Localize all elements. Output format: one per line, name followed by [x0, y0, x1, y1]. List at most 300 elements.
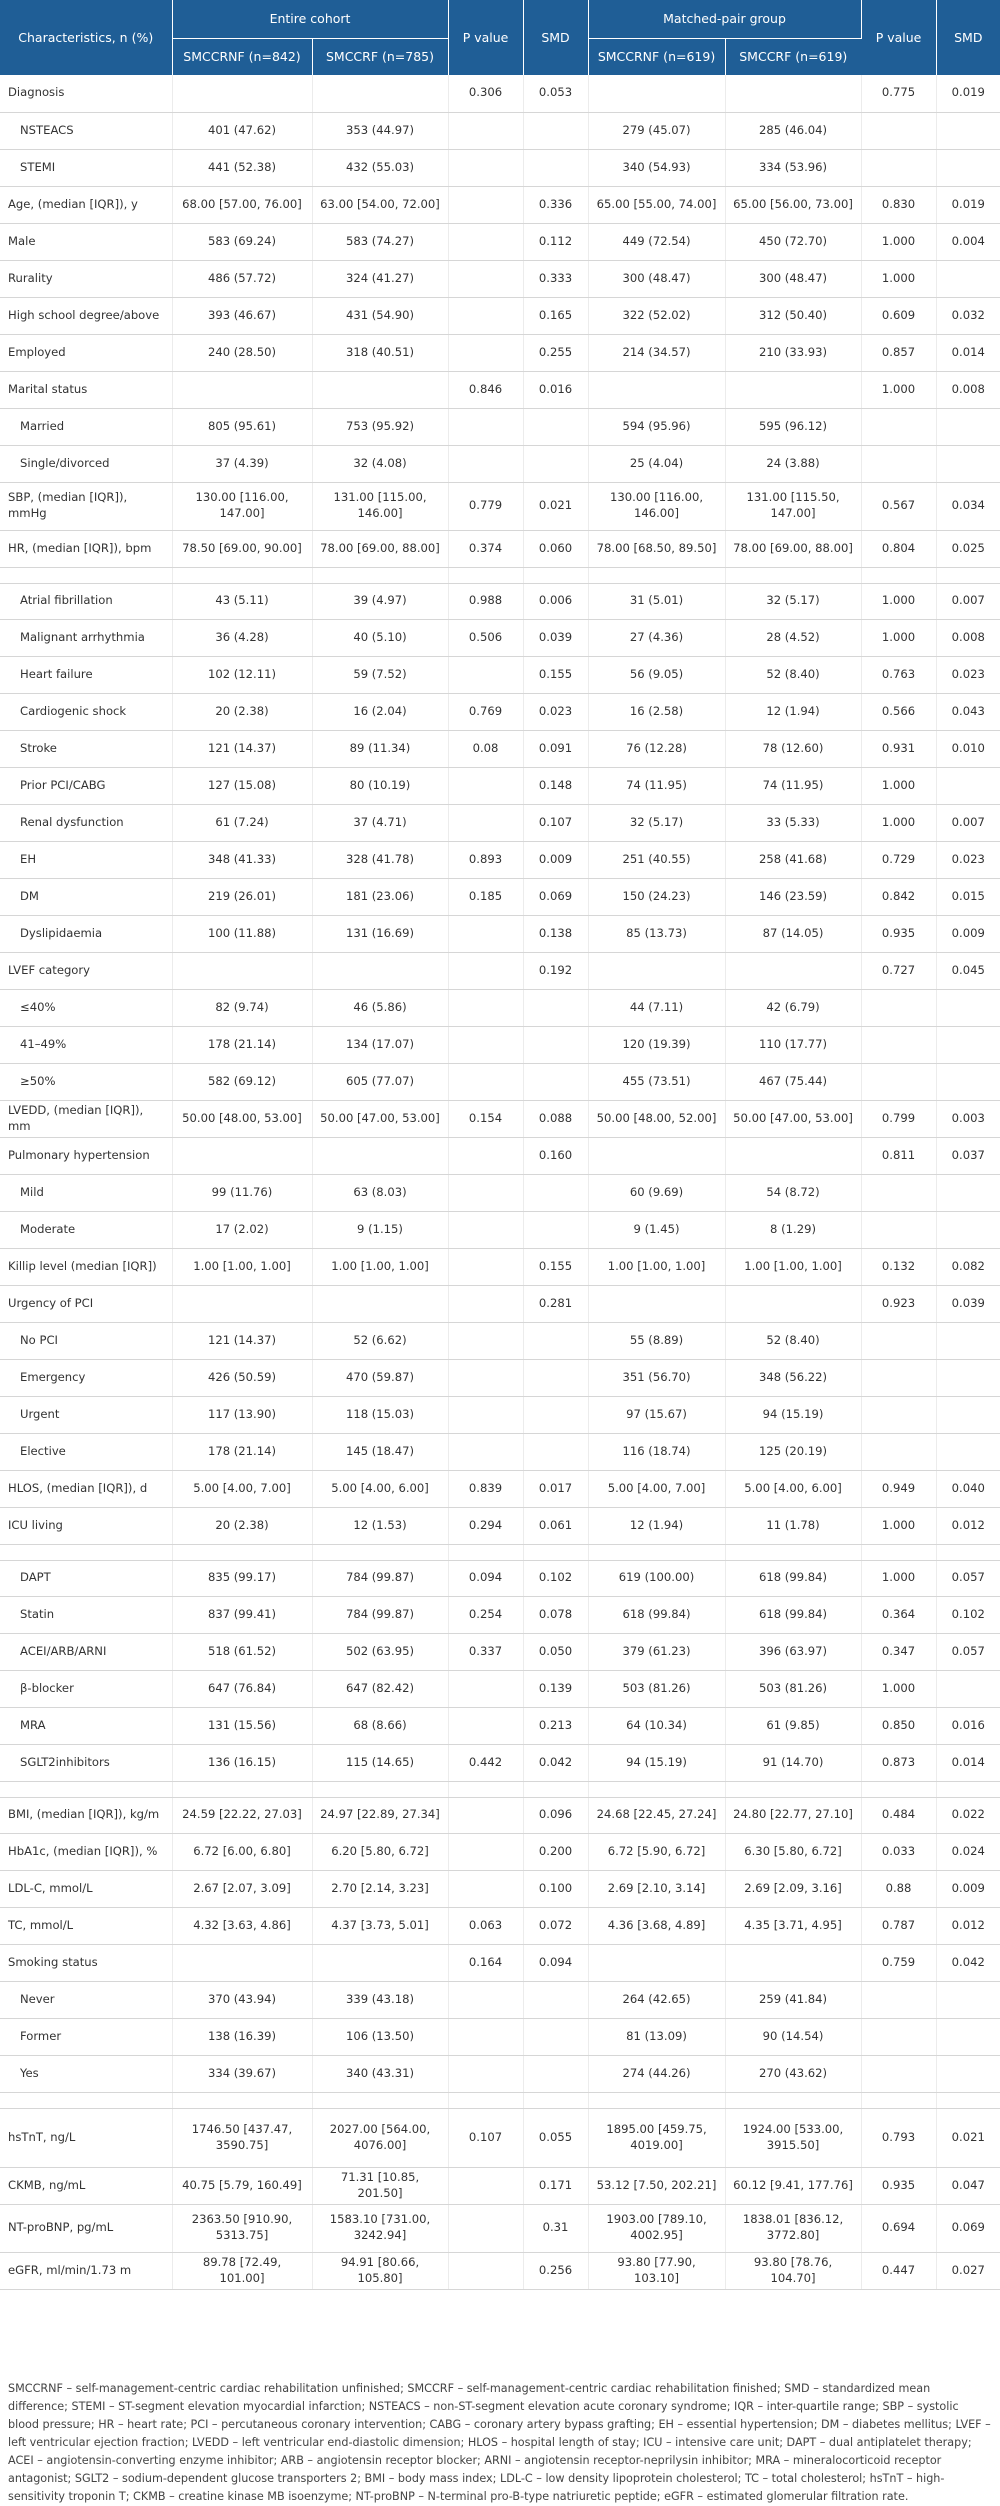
table-cell: 334 (39.67)	[172, 2055, 312, 2092]
row-label: Heart failure	[0, 656, 172, 693]
table-row	[0, 1744, 1000, 1781]
table-cell: 647 (82.42)	[312, 1670, 448, 1707]
table-cell: 1838.01 [836.12, 3772.80]	[725, 2204, 861, 2252]
row-label: Emergency	[0, 1359, 172, 1396]
spacer-cell	[936, 1544, 1000, 1560]
table-cell	[448, 1211, 523, 1248]
table-cell: 20 (2.38)	[172, 1507, 312, 1544]
table-cell: 0.31	[523, 2204, 588, 2252]
table-cell: 1583.10 [731.00, 3242.94]	[312, 2204, 448, 2252]
table-cell: 59 (7.52)	[312, 656, 448, 693]
table-cell: 89 (11.34)	[312, 730, 448, 767]
table-cell	[725, 371, 861, 408]
row-label: STEMI	[0, 149, 172, 186]
table-cell: 595 (96.12)	[725, 408, 861, 445]
table-body	[0, 75, 1000, 2289]
table-cell: 1.000	[861, 804, 936, 841]
table-cell: 9 (1.15)	[312, 1211, 448, 1248]
table-cell: 312 (50.40)	[725, 297, 861, 334]
table-cell: 0.873	[861, 1744, 936, 1781]
row-label: HbA1c, (median [IQR]), %	[0, 1833, 172, 1870]
table-row	[0, 2055, 1000, 2092]
table-cell	[936, 1322, 1000, 1359]
table-cell: 0.042	[936, 1944, 1000, 1981]
table-cell: 0.254	[448, 1596, 523, 1633]
row-label: Atrial fibrillation	[0, 583, 172, 619]
table-cell: 348 (41.33)	[172, 841, 312, 878]
table-cell: 467 (75.44)	[725, 1063, 861, 1100]
table-footnote: SMCCRNF – self-management-centric cardiac rehabilitation unfinished; SMCCRF – self-management-centric cardiac rehabilitation finished; SMD – standardized mean difference; STEMI – ST-segment elevation myocardial infarction; NSTEACS – non-ST-segment elevation acute coronary syndrome; IQR – inter-quartile range; SBP – systolic blood pressure; HR – heart rate; PCI – percutaneous coronary intervention; CABG – coronary artery bypass grafting; EH – essential hypertension; DM – diabetes mellitus; LVEF – left ventricular ejection fraction; LVEDD – left ventricular end-diastolic dimension; HLOS – hospital length of stay; ICU – intensive care unit; DAPT – dual antiplatelet therapy; ACEI – angiotensin-converting enzyme inhibitor; ARB – angiotensin receptor blocker; ARNI – angiotensin receptor-neprilysin inhibitor; MRA – mineralocorticoid receptor antagonist; SGLT2 – sodium-dependent glucose transporters 2; BMI – body mass index; LDL-C – low density lipoprotein cholesterol; TC – total cholesterol; hsTnT – high-sensitivity troponin T; CKMB – creatine kinase MB isoenzyme; NT-proBNP – N-terminal pro-B-type natriuretic peptide; eGFR – estimated glomerular filtration rate.	[8, 2382, 991, 2503]
table-cell: 270 (43.62)	[725, 2055, 861, 2092]
table-cell: 486 (57.72)	[172, 260, 312, 297]
table-cell	[312, 1944, 448, 1981]
spacer-cell	[861, 2092, 936, 2108]
table-cell: 503 (81.26)	[588, 1670, 725, 1707]
table-cell: 91 (14.70)	[725, 1744, 861, 1781]
table-cell	[936, 1670, 1000, 1707]
table-cell: 1.00 [1.00, 1.00]	[588, 1248, 725, 1285]
table-cell	[448, 989, 523, 1026]
table-cell: 50.00 [47.00, 53.00]	[312, 1100, 448, 1137]
table-spacer-row	[0, 1544, 1000, 1560]
table-cell: 258 (41.68)	[725, 841, 861, 878]
table-row	[0, 75, 1000, 112]
table-cell: 1.000	[861, 1560, 936, 1596]
table-cell: 0.009	[523, 841, 588, 878]
spacer-cell	[725, 1781, 861, 1797]
table-cell	[861, 1322, 936, 1359]
table-cell: 121 (14.37)	[172, 1322, 312, 1359]
table-cell: 36 (4.28)	[172, 619, 312, 656]
table-cell: 0.988	[448, 583, 523, 619]
row-label: High school degree/above	[0, 297, 172, 334]
table-cell	[312, 952, 448, 989]
table-cell: 370 (43.94)	[172, 1981, 312, 2018]
spacer-cell	[0, 2092, 172, 2108]
table-row	[0, 1870, 1000, 1907]
table-cell: 131.00 [115.50, 147.00]	[725, 482, 861, 530]
table-cell: 1746.50 [437.47, 3590.75]	[172, 2108, 312, 2167]
table-cell: 145 (18.47)	[312, 1433, 448, 1470]
table-cell: 0.039	[936, 1285, 1000, 1322]
table-cell: 264 (42.65)	[588, 1981, 725, 2018]
table-cell: 0.009	[936, 915, 1000, 952]
row-label: Urgent	[0, 1396, 172, 1433]
table-cell: 78.50 [69.00, 90.00]	[172, 530, 312, 567]
table-cell: 1.00 [1.00, 1.00]	[172, 1248, 312, 1285]
table-cell: 647 (76.84)	[172, 1670, 312, 1707]
table-cell: 1.00 [1.00, 1.00]	[312, 1248, 448, 1285]
row-label: DM	[0, 878, 172, 915]
table-cell	[172, 952, 312, 989]
table-cell: 16 (2.04)	[312, 693, 448, 730]
spacer-cell	[523, 567, 588, 583]
table-cell	[523, 445, 588, 482]
table-row	[0, 408, 1000, 445]
table-row	[0, 1596, 1000, 1633]
table-cell: 0.057	[936, 1560, 1000, 1596]
table-row	[0, 1944, 1000, 1981]
table-cell: 0.923	[861, 1285, 936, 1322]
table-cell: 11 (1.78)	[725, 1507, 861, 1544]
table-cell: 120 (19.39)	[588, 1026, 725, 1063]
table-cell: 0.023	[936, 841, 1000, 878]
spacer-cell	[172, 1544, 312, 1560]
table-row	[0, 2108, 1000, 2167]
table-cell: 0.506	[448, 619, 523, 656]
table-cell: 78.00 [69.00, 88.00]	[725, 530, 861, 567]
table-cell	[936, 767, 1000, 804]
table-cell: 0.935	[861, 2167, 936, 2204]
table-cell	[936, 1063, 1000, 1100]
table-cell: 259 (41.84)	[725, 1981, 861, 2018]
row-label: SGLT2inhibitors	[0, 1744, 172, 1781]
table-row	[0, 1063, 1000, 1100]
table-cell: 0.012	[936, 1907, 1000, 1944]
table-cell	[523, 149, 588, 186]
table-cell	[523, 1211, 588, 1248]
table-cell: 0.609	[861, 297, 936, 334]
table-cell: 0.171	[523, 2167, 588, 2204]
table-cell: 219 (26.01)	[172, 878, 312, 915]
table-cell: 0.100	[523, 1870, 588, 1907]
table-cell: 0.192	[523, 952, 588, 989]
table-cell	[861, 2018, 936, 2055]
table-cell: 470 (59.87)	[312, 1359, 448, 1396]
spacer-cell	[523, 2092, 588, 2108]
table-cell	[588, 952, 725, 989]
table-cell: 0.078	[523, 1596, 588, 1633]
table-cell: 1.000	[861, 1670, 936, 1707]
table-cell: 4.35 [3.71, 4.95]	[725, 1907, 861, 1944]
table-cell: 1.000	[861, 371, 936, 408]
table-cell: 0.763	[861, 656, 936, 693]
row-label: Rurality	[0, 260, 172, 297]
table-cell: 2363.50 [910.90, 5313.75]	[172, 2204, 312, 2252]
table-cell: 100 (11.88)	[172, 915, 312, 952]
table-cell: 353 (44.97)	[312, 112, 448, 149]
table-cell: 0.839	[448, 1470, 523, 1507]
spacer-cell	[172, 1781, 312, 1797]
spacer-cell	[312, 1781, 448, 1797]
table-row	[0, 1100, 1000, 1137]
table-row	[0, 804, 1000, 841]
header-smccrnf-entire: SMCCRNF (n=842)	[172, 39, 312, 76]
table-cell	[936, 989, 1000, 1026]
table-cell	[448, 1433, 523, 1470]
table-cell: 0.112	[523, 223, 588, 260]
table-cell: 4.36 [3.68, 4.89]	[588, 1907, 725, 1944]
table-row	[0, 1026, 1000, 1063]
table-cell: 24.68 [22.45, 27.24]	[588, 1797, 725, 1833]
header-p-value-matched: P value	[861, 0, 936, 75]
table-cell	[588, 371, 725, 408]
header-matched-pair: Matched-pair group	[588, 0, 861, 39]
table-cell: 351 (56.70)	[588, 1359, 725, 1396]
table-row	[0, 583, 1000, 619]
table-cell	[523, 408, 588, 445]
table-cell: 0.727	[861, 952, 936, 989]
table-cell: 0.055	[523, 2108, 588, 2167]
table-cell: 54 (8.72)	[725, 1174, 861, 1211]
table-cell: 89.78 [72.49, 101.00]	[172, 2252, 312, 2289]
table-cell	[936, 149, 1000, 186]
table-row	[0, 841, 1000, 878]
table-cell: 64 (10.34)	[588, 1707, 725, 1744]
table-cell: 0.007	[936, 583, 1000, 619]
table-cell: 50.00 [48.00, 52.00]	[588, 1100, 725, 1137]
table-cell	[448, 334, 523, 371]
row-label: MRA	[0, 1707, 172, 1744]
table-cell	[861, 1433, 936, 1470]
row-label: hsTnT, ng/L	[0, 2108, 172, 2167]
table-cell	[312, 371, 448, 408]
table-cell: 93.80 [77.90, 103.10]	[588, 2252, 725, 2289]
table-cell: 0.759	[861, 1944, 936, 1981]
table-cell: 71.31 [10.85, 201.50]	[312, 2167, 448, 2204]
table-cell: 115 (14.65)	[312, 1744, 448, 1781]
table-cell	[448, 112, 523, 149]
table-cell: 0.014	[936, 334, 1000, 371]
row-label: HR, (median [IQR]), bpm	[0, 530, 172, 567]
table-cell	[448, 1359, 523, 1396]
table-cell: 6.72 [5.90, 6.72]	[588, 1833, 725, 1870]
table-cell: 0.043	[936, 693, 1000, 730]
table-cell: 0.148	[523, 767, 588, 804]
table-cell: 251 (40.55)	[588, 841, 725, 878]
spacer-cell	[448, 567, 523, 583]
table-cell: 0.694	[861, 2204, 936, 2252]
table-cell: 80 (10.19)	[312, 767, 448, 804]
table-cell: 0.306	[448, 75, 523, 112]
table-row	[0, 1470, 1000, 1507]
table-cell: 618 (99.84)	[725, 1560, 861, 1596]
table-row	[0, 1137, 1000, 1174]
table-cell	[448, 1322, 523, 1359]
table-cell: 40.75 [5.79, 160.49]	[172, 2167, 312, 2204]
table-cell: 1903.00 [789.10, 4002.95]	[588, 2204, 725, 2252]
row-label: Prior PCI/CABG	[0, 767, 172, 804]
row-label: Diagnosis	[0, 75, 172, 112]
table-cell: 118 (15.03)	[312, 1396, 448, 1433]
row-label: Moderate	[0, 1211, 172, 1248]
table-cell	[312, 1137, 448, 1174]
table-cell: 52 (6.62)	[312, 1322, 448, 1359]
table-cell: 2.70 [2.14, 3.23]	[312, 1870, 448, 1907]
table-cell	[936, 1981, 1000, 2018]
table-cell: 0.061	[523, 1507, 588, 1544]
table-row	[0, 1507, 1000, 1544]
table-cell: 0.200	[523, 1833, 588, 1870]
row-label: NT-proBNP, pg/mL	[0, 2204, 172, 2252]
table-cell: 0.336	[523, 186, 588, 223]
table-cell	[448, 1248, 523, 1285]
table-cell: 0.006	[523, 583, 588, 619]
header-smccrf-matched: SMCCRF (n=619)	[725, 39, 861, 76]
table-cell: 60.12 [9.41, 177.76]	[725, 2167, 861, 2204]
table-cell: 0.023	[936, 656, 1000, 693]
table-cell	[448, 1707, 523, 1744]
table-cell	[448, 1174, 523, 1211]
table-cell: 28 (4.52)	[725, 619, 861, 656]
table-row	[0, 1981, 1000, 2018]
table-cell	[448, 1026, 523, 1063]
spacer-cell	[725, 567, 861, 583]
table-cell: 1.000	[861, 583, 936, 619]
table-cell: 805 (95.61)	[172, 408, 312, 445]
table-row	[0, 112, 1000, 149]
table-cell	[523, 989, 588, 1026]
table-cell: 127 (15.08)	[172, 767, 312, 804]
table-cell: 0.096	[523, 1797, 588, 1833]
spacer-cell	[0, 567, 172, 583]
table-cell	[936, 1211, 1000, 1248]
spacer-cell	[936, 1781, 1000, 1797]
table-cell: 65.00 [56.00, 73.00]	[725, 186, 861, 223]
spacer-cell	[725, 2092, 861, 2108]
table-cell: 318 (40.51)	[312, 334, 448, 371]
table-cell	[523, 1981, 588, 2018]
table-cell: 0.008	[936, 371, 1000, 408]
table-cell: 0.016	[523, 371, 588, 408]
table-cell: 61 (9.85)	[725, 1707, 861, 1744]
table-cell: 784 (99.87)	[312, 1560, 448, 1596]
row-label: β-blocker	[0, 1670, 172, 1707]
table-cell	[448, 186, 523, 223]
row-label: ICU living	[0, 1507, 172, 1544]
table-cell	[523, 1322, 588, 1359]
table-cell	[588, 1944, 725, 1981]
spacer-cell	[861, 567, 936, 583]
table-cell: 74 (11.95)	[725, 767, 861, 804]
table-cell	[312, 75, 448, 112]
row-label: 41–49%	[0, 1026, 172, 1063]
row-label: EH	[0, 841, 172, 878]
table-cell	[523, 1433, 588, 1470]
row-label: LVEF category	[0, 952, 172, 989]
table-cell: 0.027	[936, 2252, 1000, 2289]
table-cell: 240 (28.50)	[172, 334, 312, 371]
row-label: Married	[0, 408, 172, 445]
table-cell	[448, 297, 523, 334]
table-cell	[523, 2018, 588, 2055]
table-cell: 0.040	[936, 1470, 1000, 1507]
table-cell: 12 (1.94)	[725, 693, 861, 730]
table-cell: 178 (21.14)	[172, 1433, 312, 1470]
table-cell: 582 (69.12)	[172, 1063, 312, 1100]
table-cell: 68 (8.66)	[312, 1707, 448, 1744]
table-cell	[861, 445, 936, 482]
table-cell: 0.019	[936, 186, 1000, 223]
table-cell: 37 (4.71)	[312, 804, 448, 841]
table-cell: 24.80 [22.77, 27.10]	[725, 1797, 861, 1833]
table-cell: 835 (99.17)	[172, 1560, 312, 1596]
row-label: CKMB, ng/mL	[0, 2167, 172, 2204]
row-label: Mild	[0, 1174, 172, 1211]
table-cell	[936, 2018, 1000, 2055]
row-label: Age, (median [IQR]), y	[0, 186, 172, 223]
table-cell: 9 (1.45)	[588, 1211, 725, 1248]
table-cell	[861, 1359, 936, 1396]
table-cell: 300 (48.47)	[588, 260, 725, 297]
table-cell: 0.057	[936, 1633, 1000, 1670]
table-row	[0, 1211, 1000, 1248]
table-row	[0, 445, 1000, 482]
table-cell: 0.842	[861, 878, 936, 915]
table-cell: 0.015	[936, 878, 1000, 915]
table-cell: 0.021	[523, 482, 588, 530]
table-cell: 0.08	[448, 730, 523, 767]
table-cell: 0.050	[523, 1633, 588, 1670]
table-cell: 0.294	[448, 1507, 523, 1544]
table-cell: 5.00 [4.00, 7.00]	[588, 1470, 725, 1507]
table-cell	[312, 1285, 448, 1322]
table-row	[0, 915, 1000, 952]
row-label: Killip level (median [IQR])	[0, 1248, 172, 1285]
table-cell	[936, 260, 1000, 297]
table-cell: 78 (12.60)	[725, 730, 861, 767]
row-label: ≤40%	[0, 989, 172, 1026]
table-cell: 0.053	[523, 75, 588, 112]
table-cell: 50.00 [48.00, 53.00]	[172, 1100, 312, 1137]
table-cell: 63 (8.03)	[312, 1174, 448, 1211]
table-cell: 55 (8.89)	[588, 1322, 725, 1359]
table-cell: 131.00 [115.00, 146.00]	[312, 482, 448, 530]
table-cell: 0.042	[523, 1744, 588, 1781]
table-cell: 0.025	[936, 530, 1000, 567]
row-label: ACEI/ARB/ARNI	[0, 1633, 172, 1670]
table-cell	[448, 804, 523, 841]
table-cell: 0.019	[936, 75, 1000, 112]
row-label: NSTEACS	[0, 112, 172, 149]
table-row	[0, 1633, 1000, 1670]
table-cell: 0.004	[936, 223, 1000, 260]
table-cell: 60 (9.69)	[588, 1174, 725, 1211]
table-row	[0, 1560, 1000, 1596]
table-cell: 0.069	[936, 2204, 1000, 2252]
table-cell: 2027.00 [564.00, 4076.00]	[312, 2108, 448, 2167]
table-cell: 0.779	[448, 482, 523, 530]
spacer-cell	[861, 1544, 936, 1560]
table-cell: 50.00 [47.00, 53.00]	[725, 1100, 861, 1137]
row-label: Statin	[0, 1596, 172, 1633]
table-cell: 94 (15.19)	[588, 1744, 725, 1781]
table-cell	[448, 1670, 523, 1707]
table-cell	[936, 2055, 1000, 2092]
table-row	[0, 1396, 1000, 1433]
table-cell: 0.023	[523, 693, 588, 730]
table-cell	[172, 1944, 312, 1981]
table-cell: 68.00 [57.00, 76.00]	[172, 186, 312, 223]
table-cell: 322 (52.02)	[588, 297, 725, 334]
table-cell: 0.132	[861, 1248, 936, 1285]
table-row	[0, 297, 1000, 334]
table-cell: 583 (74.27)	[312, 223, 448, 260]
table-cell: 0.160	[523, 1137, 588, 1174]
table-cell: 0.935	[861, 915, 936, 952]
table-cell	[448, 1870, 523, 1907]
spacer-cell	[725, 1544, 861, 1560]
table-cell: 6.30 [5.80, 6.72]	[725, 1833, 861, 1870]
table-cell: 97 (15.67)	[588, 1396, 725, 1433]
table-cell: 0.255	[523, 334, 588, 371]
table-cell: 12 (1.94)	[588, 1507, 725, 1544]
table-cell: 130.00 [116.00, 146.00]	[588, 482, 725, 530]
table-cell	[523, 1174, 588, 1211]
table-cell	[861, 1981, 936, 2018]
row-label: Renal dysfunction	[0, 804, 172, 841]
table-row	[0, 482, 1000, 530]
